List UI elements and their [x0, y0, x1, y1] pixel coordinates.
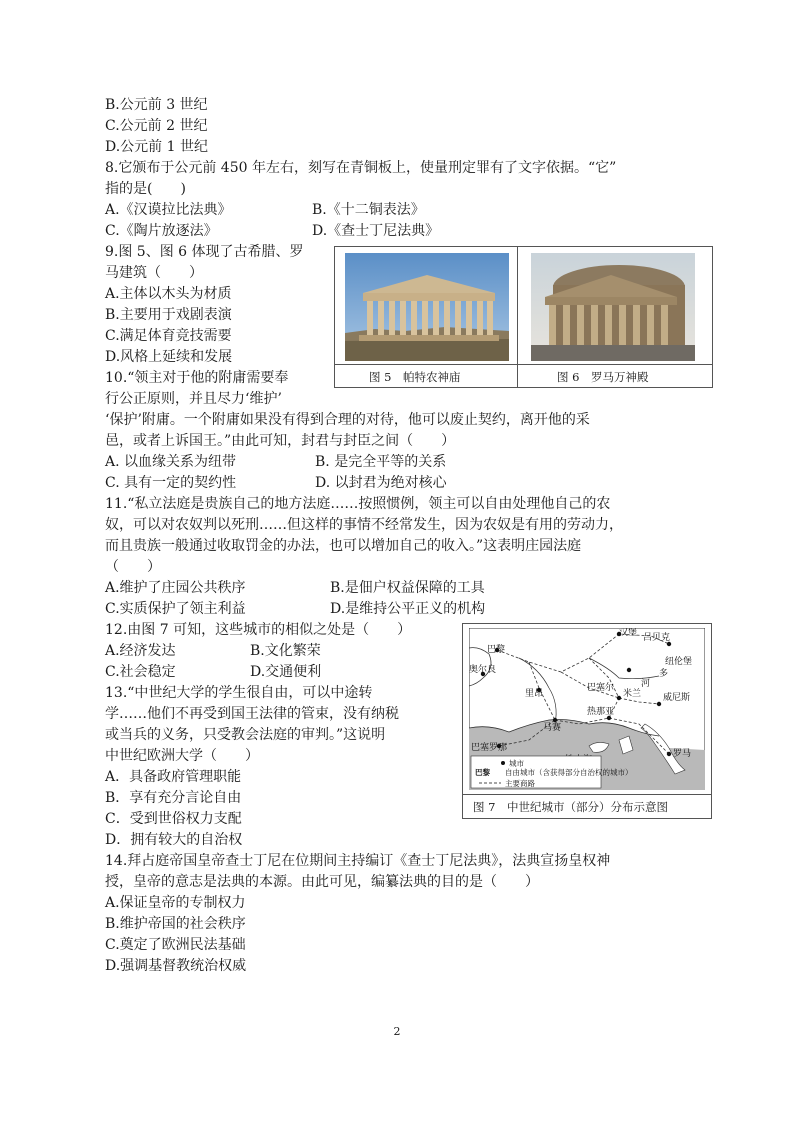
q10-stem-1: 10.“领主对于他的附庸需要奉	[105, 370, 289, 386]
q11-option-d: D.是维持公平正义的机构	[330, 601, 486, 617]
q9-option-a: A.主体以木头为材质	[105, 286, 232, 302]
q10-option-b: B. 是完全平等的关系	[315, 454, 447, 470]
q9-option-b: B.主要用于戏剧表演	[105, 307, 232, 323]
city-label-barcelona: 巴塞罗那	[471, 743, 508, 753]
q11-option-b: B.是佃户权益保障的工具	[330, 580, 485, 596]
q10-stem-4: 邑，或者上诉国王。”由此可知，封君与封臣之间（ ）	[105, 433, 456, 449]
q8-stem: 8.它颁布于公元前 450 年左右，刻写在青铜板上，使量刑定罪有了文字依据。“它”	[105, 160, 617, 176]
q14-option-b: B.维护帝国的社会秩序	[105, 916, 246, 932]
city-label-milan: 米兰	[623, 689, 642, 699]
q8-option-a: A.《汉谟拉比法典》	[105, 202, 232, 218]
q9-stem: 9.图 5、图 6 体现了古希腊、罗	[105, 244, 304, 260]
city-label-paris: 巴黎	[487, 645, 506, 655]
q8-option-d: D.《查士丁尼法典》	[312, 223, 440, 239]
q10-option-d: D. 以封君为绝对核心	[315, 475, 447, 491]
city-label-venice: 威尼斯	[663, 693, 691, 703]
q11-stem-3: 而且贵族一般通过收取罚金的办法，也可以增加自己的收入。”这表明庄园法庭	[105, 538, 582, 554]
q14-option-d: D.强调基督教统治权威	[105, 958, 247, 974]
q13-option-c: C．受到世俗权力支配	[105, 811, 242, 827]
q13-stem-3: 或当兵的义务，只受教会法庭的审判。”这说明	[105, 727, 386, 743]
q10-stem-2: 行公正原则，并且尽力‘维护’	[105, 391, 282, 407]
legend-trade-route: 主要商路	[505, 779, 535, 788]
city-label-nuremberg: 纽伦堡	[665, 657, 693, 667]
map-label-river: 河	[641, 679, 651, 689]
q9-option-d: D.风格上延续和发展	[105, 349, 233, 365]
q13-option-a: A．具备政府管理职能	[105, 769, 242, 785]
q10-stem-3: ‘保护’附庸。一个附庸如果没有得到合理的对待，他可以废止契约，离开他的采	[105, 412, 590, 428]
q11-option-c: C.实质保护了领主利益	[105, 601, 246, 617]
figure-6-caption: 图 6 罗马万神殿	[557, 370, 649, 384]
q10-option-c: C. 具有一定的契约性	[105, 475, 237, 491]
city-label-lyon: 里昂	[525, 689, 544, 699]
q12-option-d: D.交通便利	[250, 664, 322, 680]
figure-7-frame	[462, 623, 712, 819]
q12-stem: 12.由图 7 可知，这些城市的相似之处是（ ）	[105, 622, 412, 638]
legend-free-city: 自由城市（含获得部分自治权的城市）	[505, 768, 633, 777]
legend-city: 城市	[509, 759, 524, 768]
page-number: 2	[393, 1025, 401, 1038]
q7-option-b: B.公元前 3 世纪	[105, 97, 208, 113]
q11-stem-4: （ ）	[105, 559, 161, 575]
parthenon-image	[345, 253, 509, 361]
q9-stem-cont: 马建筑（ ）	[105, 265, 203, 281]
city-label-marseille: 马赛	[543, 723, 562, 733]
city-label-orleans: 奥尔良	[469, 665, 497, 675]
figure-5-6-frame	[334, 246, 713, 388]
q8-stem-cont: 指的是( )	[105, 181, 186, 197]
q14-stem-2: 授，皇帝的意志是法典的本源。由此可见，编纂法典的目的是（ ）	[105, 874, 539, 890]
q10-option-a: A. 以血缘关系为纽带	[105, 454, 237, 470]
legend-sample: 巴黎	[475, 768, 490, 777]
city-label-rome: 罗马	[673, 749, 692, 759]
q9-option-c: C.满足体育竞技需要	[105, 328, 232, 344]
figure-7-caption: 图 7 中世纪城市（部分）分布示意图	[473, 800, 668, 814]
q14-option-a: A.保证皇帝的专制权力	[105, 895, 246, 911]
q13-option-b: B．享有充分言论自由	[105, 790, 242, 806]
q11-stem-1: 11.“私立法庭是贵族自己的地方法庭……按照惯例，领主可以自由处理他自己的农	[105, 496, 611, 512]
city-label-hamburg: 汉堡	[619, 628, 638, 638]
figure-divider	[517, 247, 518, 387]
q14-stem-1: 14.拜占庭帝国皇帝查士丁尼在位期间主持编订《查士丁尼法典》，法典宣扬皇权神	[105, 853, 611, 869]
q7-option-d: D.公元前 1 世纪	[105, 139, 208, 155]
q12-option-c: C.社会稳定	[105, 664, 176, 680]
q13-option-d: D．拥有较大的自治权	[105, 832, 243, 848]
q7-option-c: C.公元前 2 世纪	[105, 118, 208, 134]
pantheon-image	[531, 253, 695, 361]
q13-stem-2: 学……他们不再受到国王法律的管束，没有纳税	[105, 706, 399, 722]
q8-option-b: B.《十二铜表法》	[312, 202, 425, 218]
q12-option-a: A.经济发达	[105, 643, 176, 659]
q13-stem-1: 13.“中世纪大学的学生很自由，可以中途转	[105, 685, 373, 701]
q13-stem-4: 中世纪欧洲大学（ ）	[105, 748, 259, 764]
figure-5-caption: 图 5 帕特农神庙	[369, 370, 461, 384]
map-label-basel: 巴塞尔	[587, 683, 615, 693]
medieval-cities-map	[469, 628, 705, 790]
map-caption-divider	[463, 794, 711, 795]
q11-option-a: A.维护了庄园公共秩序	[105, 580, 246, 596]
map-label-duo: 多	[659, 669, 669, 679]
city-label-lubeck: 吕贝克	[643, 633, 671, 643]
q14-option-c: C.奠定了欧洲民法基础	[105, 937, 246, 953]
q8-option-c: C.《陶片放逐法》	[105, 223, 218, 239]
caption-divider	[335, 364, 712, 365]
city-label-genoa: 热那亚	[587, 707, 615, 717]
q12-option-b: B.文化繁荣	[250, 643, 321, 659]
q11-stem-2: 奴，可以对农奴判以死刑……但这样的事情不经常发生，因为农奴是有用的劳动力，	[105, 517, 623, 533]
